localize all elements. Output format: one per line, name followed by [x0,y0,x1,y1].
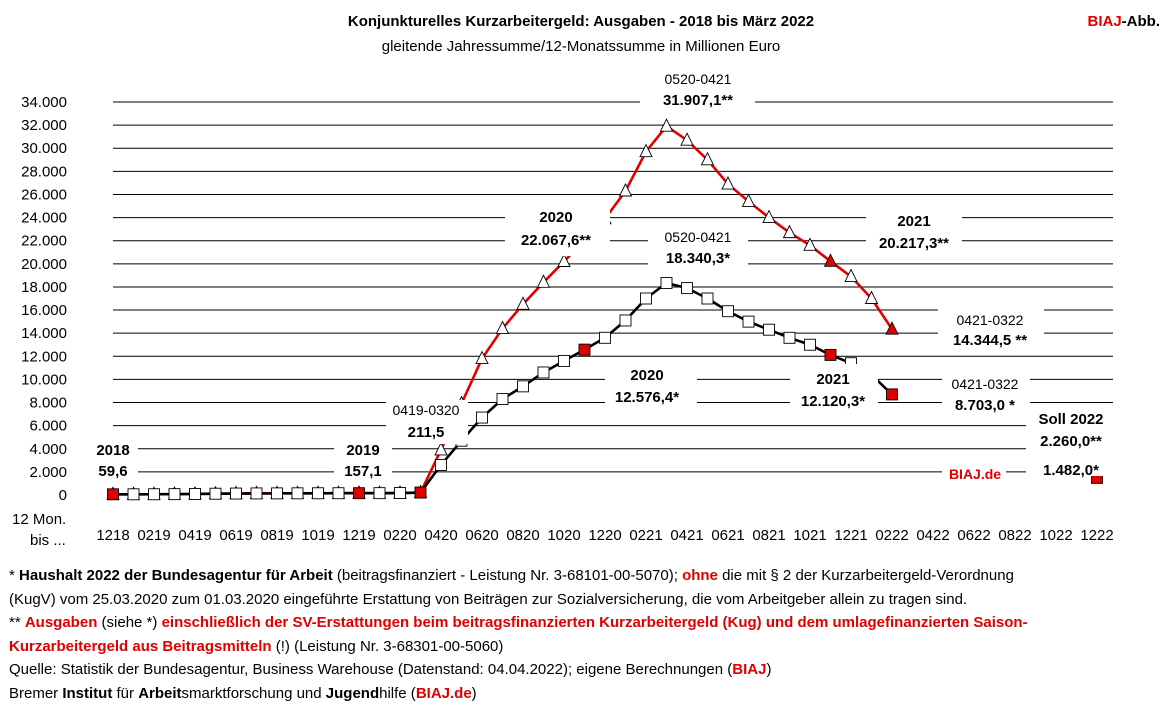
series-line-kug [113,283,892,494]
ann-2018-value: 59,6 [98,463,128,480]
data-point-kug [292,488,303,499]
data-point-kug-highlight [354,488,365,499]
data-point-kug-highlight [579,344,590,355]
data-point-kug [784,332,795,343]
chart-subtitle: gleitende Jahressumme/12-Monatssumme in Millionen Euro [381,38,781,55]
data-point-kug [149,489,160,500]
x-tick-label: 0620 [465,527,499,544]
data-point-kug [477,412,488,423]
x-tick-label: 0820 [506,527,540,544]
data-point-total [763,211,775,223]
y-tick-label: 28.000 [21,163,67,181]
data-point-kug [805,339,816,350]
ann-peak-kug-period: 0520-0421 [664,229,732,245]
data-point-kug [231,488,242,499]
ann-2021-total-value: 20.217,3** [878,235,950,252]
data-point-total [845,270,857,282]
ann-last-total-value: 14.344,5 ** [952,332,1028,349]
data-point-kug [333,488,344,499]
ann-last-kug-value: 8.703,0 * [954,397,1016,414]
x-tick-label: 0421 [670,527,704,544]
data-point-total [784,226,796,238]
data-point-kug [374,488,385,499]
data-point-total-highlight [825,254,837,266]
y-tick-label: 12.000 [21,348,67,366]
x-tick-label: 0621 [711,527,745,544]
data-point-kug [128,489,139,500]
x-tick-label: 1222 [1080,527,1114,544]
data-point-kug [518,381,529,392]
y-tick-label: 14.000 [21,325,67,343]
ann-peak-total-value: 31.907,1** [662,92,734,109]
data-point-kug [538,367,549,378]
data-point-kug [600,332,611,343]
grid-lines [113,102,1113,472]
x-tick-label: 1022 [1039,527,1073,544]
y-tick-label: 10.000 [21,371,67,389]
ann-2018-year: 2018 [96,442,130,459]
data-point-kug [620,315,631,326]
y-tick-label: 26.000 [21,186,67,204]
data-point-kug [661,278,672,289]
data-point-kug [210,488,221,499]
x-tick-label: 0619 [219,527,253,544]
footnote-line-2: (KugV) vom 25.03.2020 zum 01.03.2020 eingeführte Erstattung von Beiträgen zur Sozialversicherung, die vom Arbeitgeber allein zu tragen sind. [9,590,968,608]
watermark-biaj: BIAJ.de [948,466,1002,482]
data-point-kug [702,293,713,304]
x-tick-label: 1019 [301,527,335,544]
data-point-kug-highlight [415,487,426,498]
data-point-kug-highlight [108,489,119,500]
x-tick-label: 0821 [752,527,786,544]
x-tick-label: 0622 [957,527,991,544]
data-point-total [620,184,632,196]
data-point-kug [723,306,734,317]
ann-peak-total-period: 0520-0421 [664,71,732,87]
ann-2020-total-year: 2020 [539,209,573,226]
x-tick-label: 0419 [178,527,212,544]
biaj-badge-red: BIAJ [1087,13,1122,30]
footnote-institute: Bremer Institut für Arbeitsmarktforschung und Jugendhilfe (BIAJ.de) [9,684,477,702]
data-point-total [681,133,693,145]
data-point-kug [743,316,754,327]
x-tick-label: 0221 [629,527,663,544]
ann-peak-kug-value: 18.340,3* [665,250,731,267]
footnote-source: Quelle: Statistik der Bundesagentur, Business Warehouse (Datenstand: 04.04.2022); eigene Berechnungen (BIAJ) [9,661,772,678]
y-tick-label: 22.000 [21,232,67,250]
y-tick-label: 4.000 [29,440,67,458]
footnote-line-3: ** Ausgaben (siehe *) einschließlich der SV-Erstattungen beim beitragsfinanzierten Kurzarbeitergeld (Kug) und dem umlagefinanzierten Saison- [9,614,1028,631]
y-tick-label: 6.000 [29,417,67,435]
data-point-kug [272,488,283,499]
ann-2020-kug-year: 2020 [630,367,664,384]
x-tick-label: 1020 [547,527,581,544]
y-tick-label: 2.000 [29,463,67,481]
ann-2021-kug-value: 12.120,3* [800,393,866,410]
x-axis-label-line2: bis ... [30,532,66,549]
ann-2019-value: 157,1 [344,463,382,480]
footnote-line-4: Kurzarbeitergeld aus Beitragsmitteln (!) (Leistung Nr. 3-68301-00-5060) [9,637,504,655]
ann-2020-kug-value: 12.576,4* [614,389,680,406]
data-point-kug-highlight [887,389,898,400]
x-tick-label: 1021 [793,527,827,544]
x-tick-label: 0220 [383,527,417,544]
y-tick-label: 34.000 [21,94,67,111]
data-point-kug [251,488,262,499]
y-tick-label: 16.000 [21,302,67,320]
x-tick-label: 0222 [875,527,909,544]
data-point-kug [190,488,201,499]
x-tick-label: 1218 [96,527,130,544]
ann-soll-label: Soll 2022 [1038,411,1104,428]
y-tick-label: 32.000 [21,117,67,135]
x-tick-label: 0819 [260,527,294,544]
data-point-kug [436,459,447,470]
chart-title: Konjunkturelles Kurzarbeitergeld: Ausgaben - 2018 bis März 2022 [347,13,815,30]
data-point-kug-highlight [825,349,836,360]
data-point-kug [641,293,652,304]
data-point-kug [313,488,324,499]
data-point-kug [559,355,570,366]
data-point-kug [764,324,775,335]
ann-soll-with-refund: 2.260,0** [1040,433,1102,450]
x-tick-label: 1220 [588,527,622,544]
biaj-badge-suffix: -Abb. [1121,13,1160,30]
ann-0320-period: 0419-0320 [392,402,460,418]
ann-soll-without-refund: 1.482,0* [1043,462,1099,479]
footnotes [9,564,1169,705]
data-point-kug [497,394,508,405]
x-tick-label: 1221 [834,527,868,544]
x-tick-label: 0822 [998,527,1032,544]
y-tick-label: 8.000 [29,394,67,412]
y-tick-label: 20.000 [21,255,67,273]
biaj-badge [1087,13,1160,30]
x-axis-ticks [96,527,1113,544]
x-axis-label-line1: 12 Mon. [12,511,67,528]
annotations [88,71,1116,484]
y-axis-ticks [21,94,67,504]
data-point-kug [169,489,180,500]
y-tick-label: 30.000 [21,140,67,158]
footnote-line-1: * Haushalt 2022 der Bundesagentur für Arbeit (beitragsfinanziert - Leistung Nr. 3-68101-00-5070); ohne die mit § 2 der Kurzarbeitergeld-Verordnung [9,567,1014,584]
ann-0320-value: 211,5 [407,424,445,441]
data-point-kug [682,283,693,294]
ann-2021-kug-year: 2021 [816,371,850,388]
data-point-kug [395,488,406,499]
x-tick-label: 0219 [137,527,171,544]
ann-2019-year: 2019 [346,442,380,459]
x-tick-label: 1219 [342,527,376,544]
y-tick-label: 24.000 [21,209,67,227]
ann-2020-total-value: 22.067,6** [520,232,592,249]
ann-2021-total-year: 2021 [897,213,931,230]
data-point-total [804,238,816,250]
x-tick-label: 0422 [916,527,950,544]
y-tick-label: 18.000 [21,278,67,296]
ann-last-total-period: 0421-0322 [956,312,1024,328]
ann-last-kug-period: 0421-0322 [951,376,1019,392]
y-tick-label: 0 [58,487,67,504]
x-tick-label: 0420 [424,527,458,544]
